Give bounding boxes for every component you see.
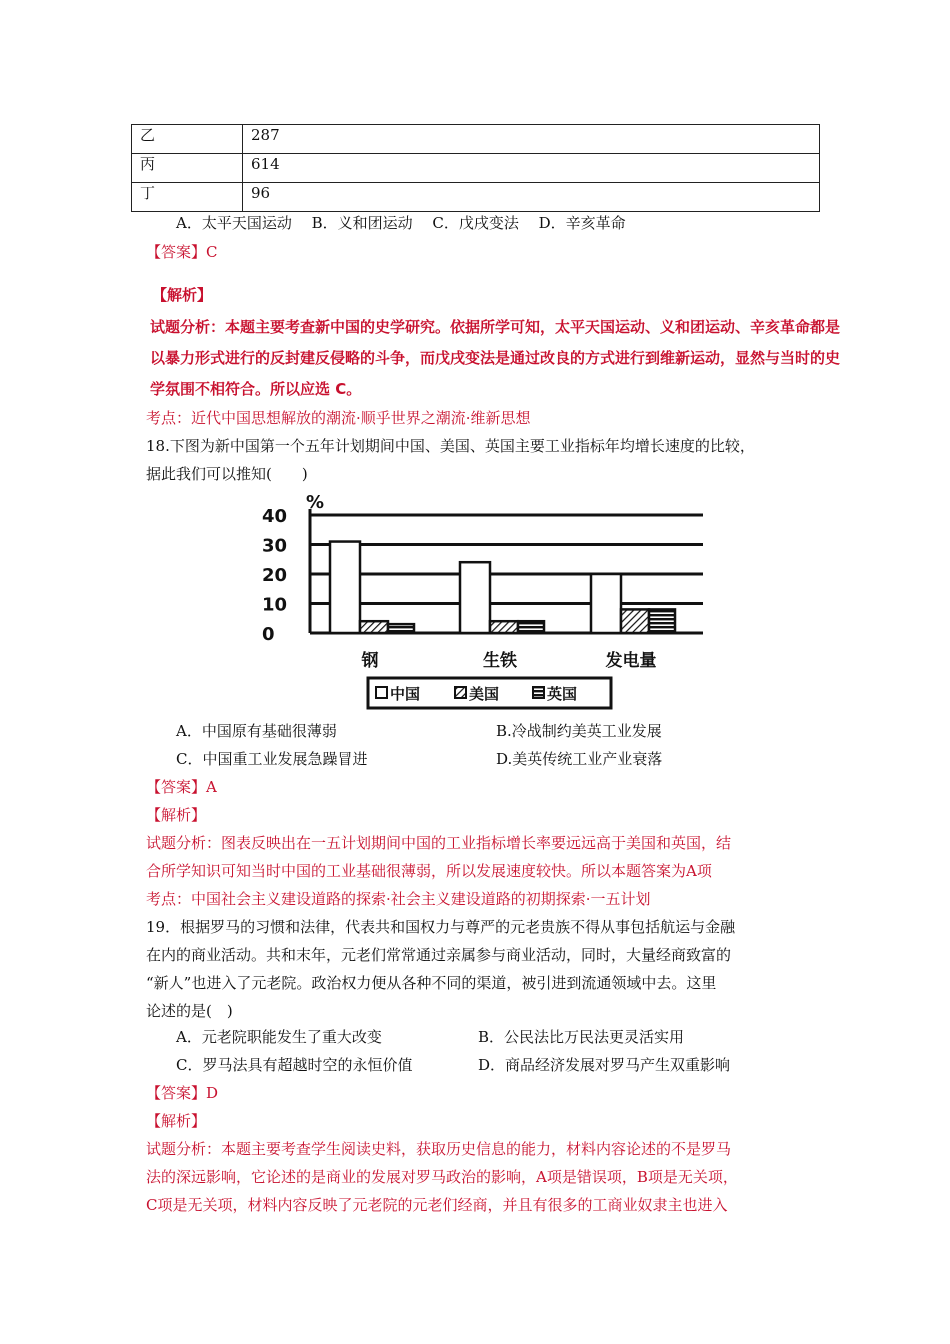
y-tick-label: 10: [262, 594, 288, 616]
bar-美国-发电量: [621, 609, 649, 633]
q18-stem-line-1: 18.下图为新中国第一个五年计划期间中国、美国、英国主要工业指标年均增长速度的比较，: [146, 437, 755, 455]
q18-analysis-line-1: 试题分析：图表反映出在一五计划期间中国的工业指标增长率要远远高于美国和英国，结: [146, 834, 732, 852]
q19-analysis-line-1: 试题分析：本题主要考查学生阅读史料，获取历史信息的能力，材料内容论述的不是罗马: [146, 1140, 732, 1158]
bar-英国-生铁: [518, 621, 544, 633]
y-tick-label: 0: [262, 624, 275, 645]
legend-label-美国: 美国: [469, 685, 500, 703]
table-cell-label: 乙: [132, 125, 243, 154]
q18-option-c: C．中国重工业发展急躁冒进: [176, 750, 368, 768]
growth-rate-bar-chart: [258, 490, 718, 720]
q17-kaodian: 考点：近代中国思想解放的潮流·顺乎世界之潮流·维新思想: [146, 409, 531, 427]
bar-中国-生铁: [460, 562, 490, 633]
q18-option-b: B.冷战制约美英工业发展: [496, 722, 662, 740]
legend-label-英国: 英国: [547, 685, 578, 703]
q19-stem-line-3: “新人”也进入了元老院。政治权力便从各种不同的渠道，被引进到流通领域中去。这里: [146, 974, 717, 992]
q19-option-a: A．元老院职能发生了重大改变: [176, 1028, 382, 1046]
legend-label-中国: 中国: [390, 685, 421, 703]
table-row: [132, 125, 820, 154]
q19-answer: 【答案】D: [146, 1084, 219, 1102]
q17-answer: 【答案】C: [146, 243, 218, 261]
table-cell-label: 丁: [132, 183, 243, 212]
legend-swatch-英国: [533, 687, 544, 698]
table-cell-value: 96: [243, 183, 820, 212]
bar-美国-生铁: [490, 621, 518, 633]
y-axis-unit: %: [306, 492, 325, 513]
q18-option-d: D.美英传统工业产业衰落: [496, 750, 663, 768]
bar-英国-钢: [388, 624, 414, 633]
q18-option-a: A．中国原有基础很薄弱: [176, 722, 337, 740]
x-tick-label: 钢: [361, 651, 379, 671]
table-row: [132, 154, 820, 183]
q19-option-c: C．罗马法具有超越时空的永恒价值: [176, 1056, 413, 1074]
x-tick-label: 生铁: [483, 651, 517, 671]
q19-analysis-label: 【解析】: [146, 1112, 207, 1130]
data-table: [131, 124, 820, 212]
bar-中国-钢: [330, 542, 360, 633]
q18-kaodian: 考点：中国社会主义建设道路的探索·社会主义建设道路的初期探索·一五计划: [146, 890, 651, 908]
q19-stem-line-2: 在内的商业活动。共和末年，元老们常常通过亲属参与商业活动，同时，大量经商致富的: [146, 946, 732, 964]
q18-stem-line-2: 据此我们可以推知( ): [146, 465, 308, 483]
q17-analysis-line-2: 以暴力形式进行的反封建反侵略的斗争，而戊戌变法是通过改良的方式进行到维新运动，显然与当时的史: [150, 349, 841, 367]
q19-analysis-line-2: 法的深远影响，它论述的是商业的发展对罗马政治的影响，A项是错误项，B项是无关项，: [146, 1168, 738, 1186]
table-cell-value: 287: [243, 125, 820, 154]
y-tick-label: 30: [262, 535, 288, 557]
table-cell-label: 丙: [132, 154, 243, 183]
y-tick-label: 20: [262, 565, 288, 586]
q19-stem-line-4: 论述的是( ): [146, 1002, 233, 1020]
q18-analysis-label: 【解析】: [146, 806, 207, 824]
y-tick-label: 40: [262, 506, 288, 527]
bar-英国-发电量: [649, 609, 675, 633]
table-row: [132, 183, 820, 212]
q17-analysis-line-3: 学氛围不相符合。所以应选 C。: [150, 380, 362, 398]
q19-option-b: B．公民法比万民法更灵活实用: [478, 1028, 685, 1046]
q17-options: A．太平天国运动 B．义和团运动 C．戊戌变法 D．辛亥革命: [176, 214, 626, 232]
q17-analysis-line-1: 试题分析：本题主要考查新中国的史学研究。依据所学可知，太平天国运动、义和团运动、辛亥革命都是: [150, 318, 841, 336]
x-tick-label: 发电量: [605, 651, 657, 671]
q18-analysis-line-2: 合所学知识可知当时中国的工业基础很薄弱，所以发展速度较快。所以本题答案为A项: [146, 862, 712, 880]
legend-swatch-美国: [455, 687, 466, 698]
q19-option-d: D．商品经济发展对罗马产生双重影响: [478, 1056, 731, 1074]
bar-中国-发电量: [591, 574, 621, 633]
q19-stem-line-1: 19．根据罗马的习惯和法律，代表共和国权力与尊严的元老贵族不得从事包括航运与金融: [146, 918, 736, 936]
table-cell-value: 614: [243, 154, 820, 183]
q17-analysis-label: 【解析】: [152, 286, 213, 304]
q19-analysis-line-3: C项是无关项，材料内容反映了元老院的元老们经商，并且有很多的工商业奴隶主也进入: [146, 1196, 728, 1214]
bar-美国-钢: [360, 621, 388, 633]
q18-answer: 【答案】A: [146, 778, 217, 796]
legend-swatch-中国: [376, 687, 387, 698]
